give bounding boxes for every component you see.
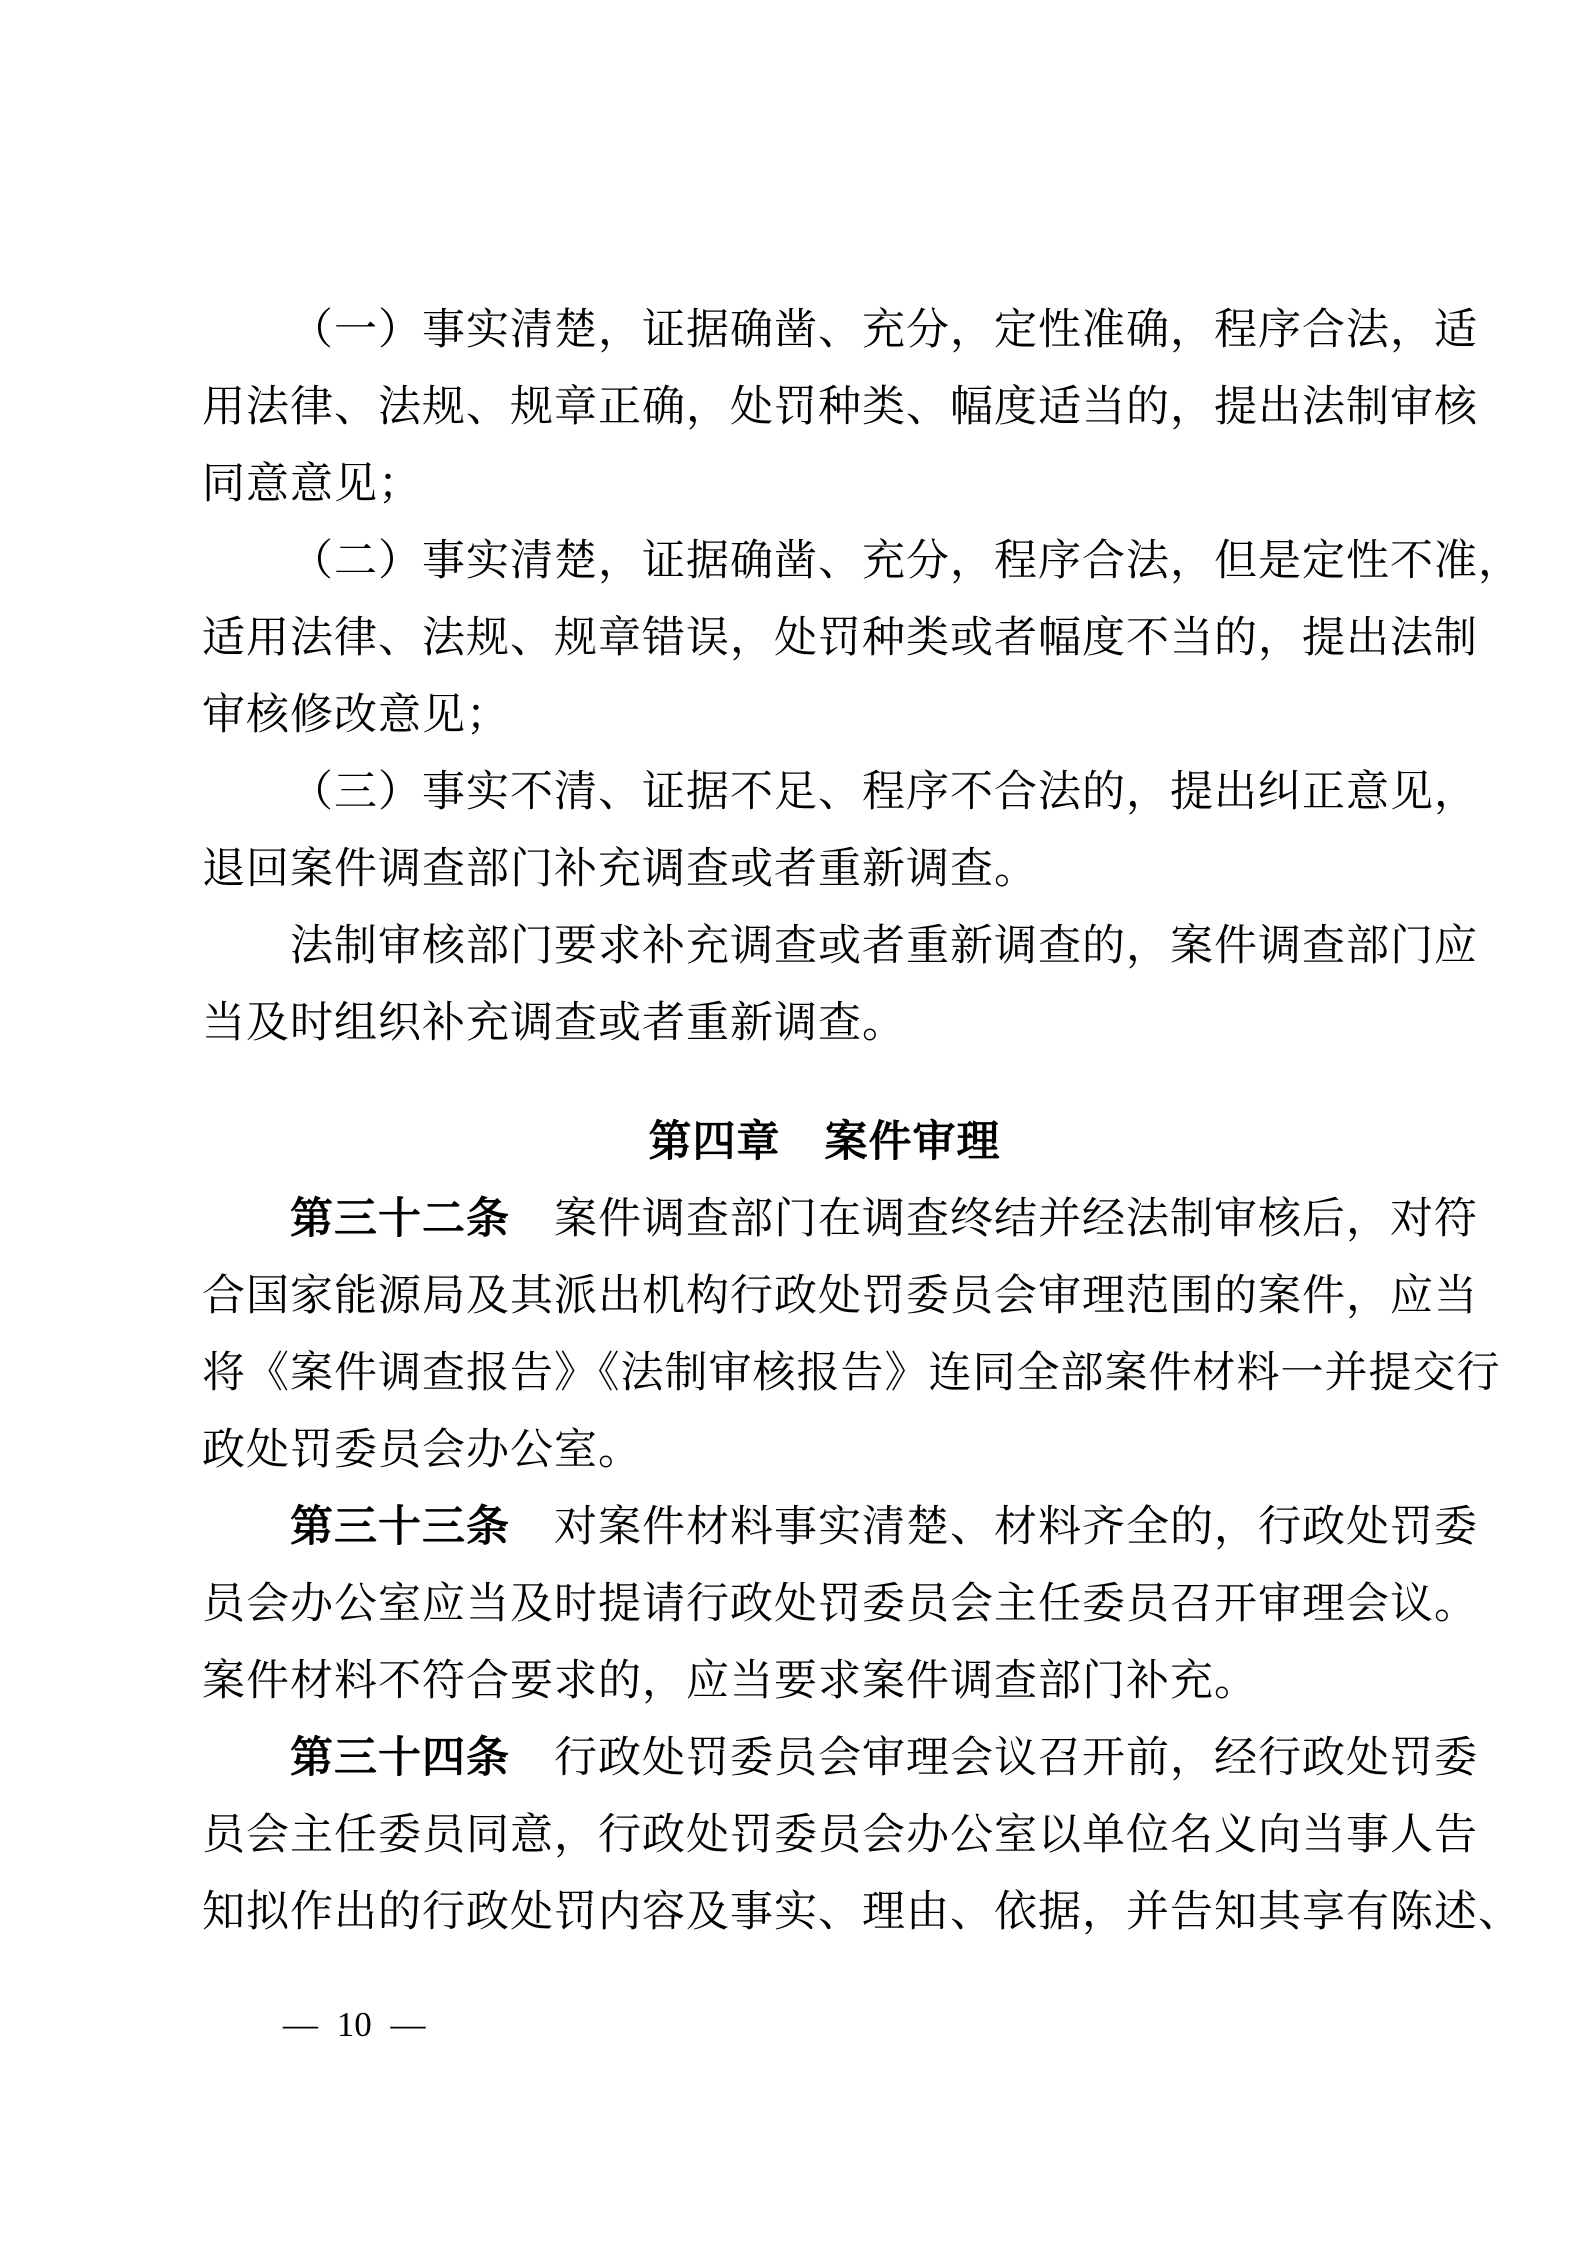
blank-line [202, 1062, 1447, 1104]
article-number: 第三十四条 [290, 1734, 510, 1782]
document-line: 案件材料不符合要求的，应当要求案件调查部门补充。 [202, 1657, 1258, 1705]
article-number: 第三十二条 [290, 1195, 510, 1243]
document-line: 知拟作出的行政处罚内容及事实、理由、依据，并告知其享有陈述、 [202, 1888, 1522, 1936]
document-line: 同意意见； [202, 460, 422, 508]
article-text: 行政处罚委员会审理会议召开前，经行政处罚委 [510, 1734, 1478, 1782]
document-body [202, 292, 1522, 1951]
document-line [202, 1489, 1478, 1566]
document-line: （一）事实清楚，证据确凿、充分，定性准确，程序合法，适 [290, 306, 1478, 354]
chapter-heading: 第四章 案件审理 [648, 1118, 1001, 1166]
document-line [202, 1720, 1478, 1797]
document-line: 员会办公室应当及时提请行政处罚委员会主任委员召开审理会议。 [202, 1580, 1478, 1628]
document-line: 政处罚委员会办公室。 [202, 1426, 642, 1474]
document-line: 员会主任委员同意，行政处罚委员会办公室以单位名义向当事人告 [202, 1811, 1478, 1859]
document-line: 当及时组织补充调查或者重新调查。 [202, 999, 906, 1047]
article-text: 对案件材料事实清楚、材料齐全的，行政处罚委 [510, 1503, 1478, 1551]
page-number: — 10 — [283, 2005, 426, 2044]
document-line: 审核修改意见； [202, 691, 510, 739]
document-line: （二）事实清楚，证据确凿、充分，程序合法，但是定性不准， [290, 537, 1522, 585]
document-line: 合国家能源局及其派出机构行政处罚委员会审理范围的案件，应当 [202, 1272, 1478, 1320]
document-line [202, 1181, 1478, 1258]
article-number: 第三十三条 [290, 1503, 510, 1551]
document-line: 将《案件调查报告》《法制审核报告》连同全部案件材料一并提交行 [202, 1349, 1501, 1397]
document-line: （三）事实不清、证据不足、程序不合法的，提出纠正意见， [290, 768, 1478, 816]
document-line: 用法律、法规、规章正确，处罚种类、幅度适当的，提出法制审核 [202, 383, 1478, 431]
article-text: 案件调查部门在调查终结并经法制审核后，对符 [510, 1195, 1478, 1243]
document-line: 法制审核部门要求补充调查或者重新调查的，案件调查部门应 [290, 922, 1478, 970]
document-line: 退回案件调查部门补充调查或者重新调查。 [202, 845, 1038, 893]
document-line: 适用法律、法规、规章错误，处罚种类或者幅度不当的，提出法制 [202, 614, 1478, 662]
